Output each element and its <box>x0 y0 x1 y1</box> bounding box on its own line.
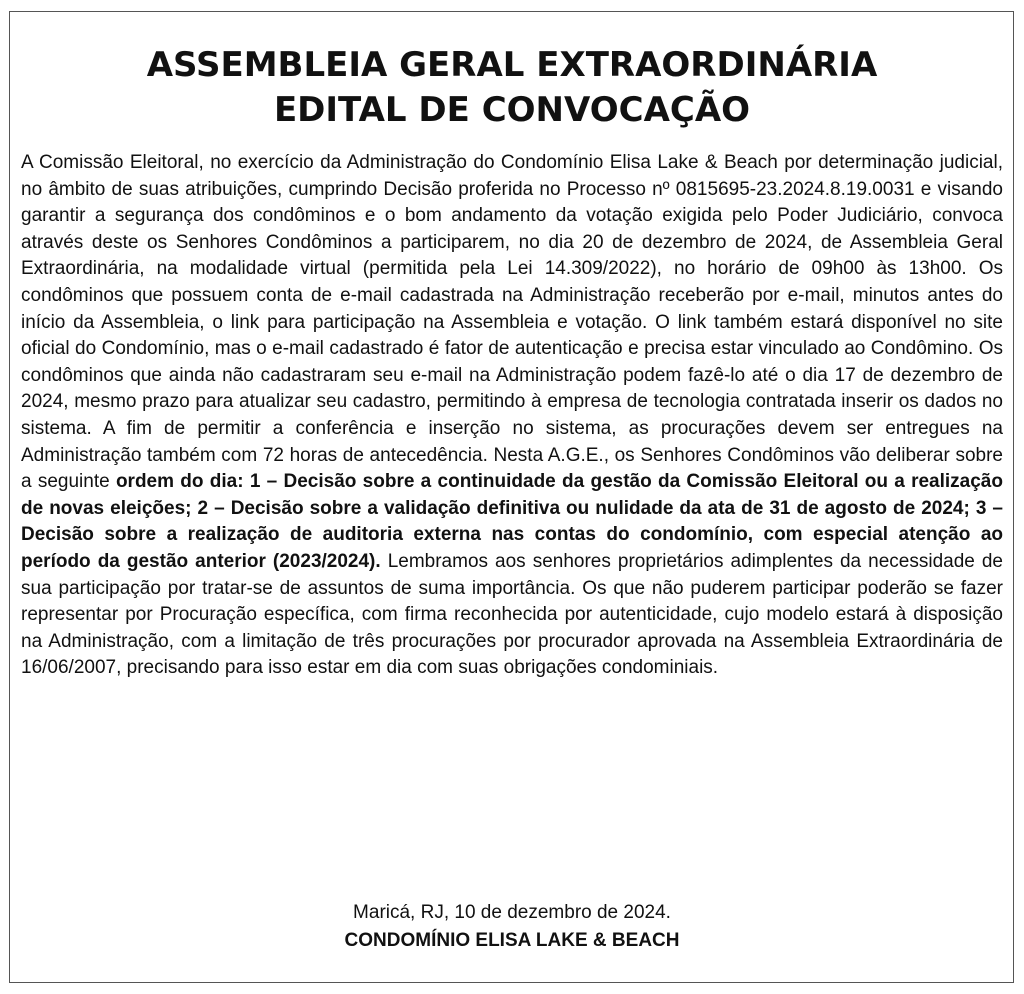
signature: CONDOMÍNIO ELISA LAKE & BEACH <box>344 930 680 951</box>
body-closing: Lembramos aos senhores proprietários adimplentes da necessidade de sua participação por tratar-se de assuntos de suma importância. Os que não puderem participar poderão se fazer representar por Procuração específica, com firma reconhecida por autenticidade, cujo modelo estará à disposição na Administração, com a limitação de três procurações por procurador aprovada na Assembleia Extraordinária de 16/06/2007, precisando para isso estar em dia com suas obrigações condominiais. <box>21 550 1003 679</box>
notice-subtitle: EDITAL DE CONVOCAÇÃO <box>273 90 751 130</box>
body-intro: A Comissão Eleitoral, no exercício da Administração do Condomínio Elisa Lake & Beach por determinação judicial, no âmbito de suas atribuições, cumprindo Decisão proferida no Processo nº 0815695-23.2024.8.19.0031 e visando garantir a segurança dos condôminos e o bom andamento da votação exigida pelo Poder Judiciário, convoca através deste os Senhores Condôminos a participarem, no dia 20 de dezembro de 2024, de Assembleia Geral Extraordinária, na modalidade virtual (permitida pela Lei 14.309/2022), no horário de 09h00 às 13h00. Os condôminos que possuem conta de e-mail cadastrada na Administração receberão por e-mail, minutos antes do início da Assembleia, o link para participação na Assembleia e votação. O link também estará disponível no site oficial do Condomínio, mas o e-mail cadastrado é fator de autenticação e precisa estar vinculado ao Condômino. Os condôminos que ainda não cadastraram seu e-mail na Administração podem fazê-lo até o dia 17 de dezembro de 2024, mesmo prazo para atualizar seu cadastro, permitindo à empresa de tecnologia contratada inserir os dados no sistema. A fim de permitir a conferência e inserção no sistema, as procurações devem ser entregues na Administração também com 72 horas de antecedência. Nesta A.G.E., os Senhores Condôminos vão deliberar sobre a seguinte <box>21 152 1003 493</box>
place-date: Maricá, RJ, 10 de dezembro de 2024. <box>353 902 671 923</box>
agenda-text: ordem do dia: 1 – Decisão sobre a continuidade da gestão da Comissão Eleitoral ou a realização de novas eleições; 2 – Decisão sobre a validação definitiva ou nulidade da ata de 31 de agosto de 2024; 3 – Decisão sobre a realização de auditoria externa nas contas do condomínio, com especial atenção ao período da gestão anterior (2023/2024). <box>21 471 1003 572</box>
notice-title: ASSEMBLEIA GERAL EXTRAORDINÁRIA <box>146 45 878 85</box>
notice-body <box>21 150 1003 682</box>
